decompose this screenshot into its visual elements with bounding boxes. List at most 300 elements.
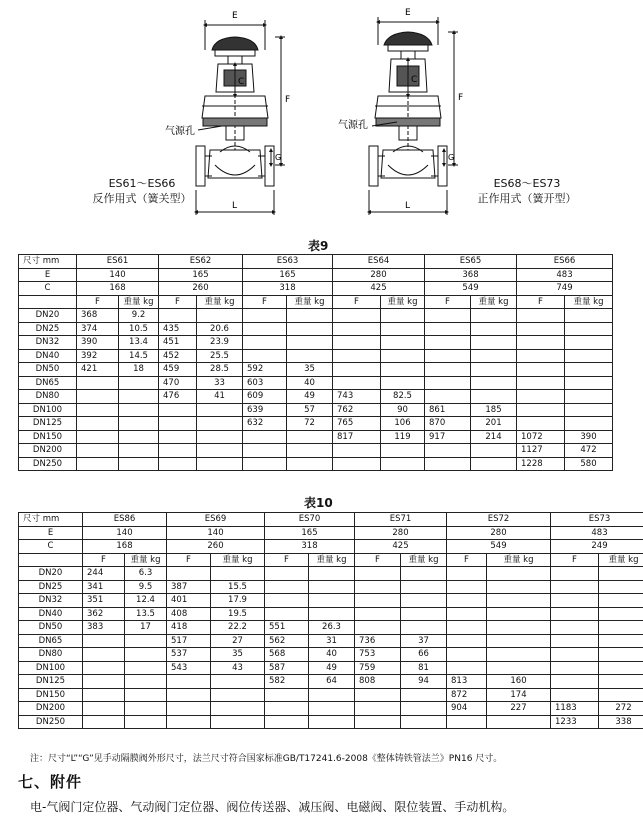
f-value-cell [447,648,487,662]
table10-w-label: 重量 kg [211,553,265,567]
f-value-cell [355,715,401,729]
weight-value-cell [125,648,167,662]
f-value-cell [425,309,471,323]
weight-value-cell [381,309,425,323]
f-value-cell: 753 [355,648,401,662]
dn-size-cell: DN200 [19,444,77,458]
table10-e-row [19,526,643,540]
weight-value-cell: 17.9 [211,594,265,608]
weight-value-cell: 10.5 [119,322,159,336]
table9-c-value: 168 [77,282,159,296]
f-value-cell [83,715,125,729]
f-value-cell: 582 [265,675,309,689]
weight-value-cell [211,715,265,729]
weight-value-cell [211,675,265,689]
table10-e-label: E [19,526,83,540]
dn-size-cell: DN20 [19,309,77,323]
f-value-cell [551,688,599,702]
dn-size-cell: DN100 [19,661,83,675]
f-value-cell [77,417,119,431]
f-value-cell: 341 [83,580,125,594]
right-model-caption [472,176,582,206]
f-value-cell [517,322,565,336]
f-value-cell [83,702,125,716]
table-row [19,363,613,377]
f-value-cell [355,621,401,635]
weight-value-cell [381,376,425,390]
left-dim-e: E [232,11,238,21]
f-value-cell [333,457,381,471]
table9-f-label: F [159,295,197,309]
weight-value-cell: 81 [401,661,447,675]
table10-model: ES69 [167,513,265,527]
f-value-cell: 537 [167,648,211,662]
table9-c-value: 318 [243,282,333,296]
f-value-cell: 351 [83,594,125,608]
weight-value-cell [599,594,643,608]
f-value-cell [355,580,401,594]
weight-value-cell [287,430,333,444]
weight-value-cell [197,444,243,458]
table-row [19,621,643,635]
table9-model: ES66 [517,255,613,269]
f-value-cell [243,457,287,471]
weight-value-cell: 26.3 [309,621,355,635]
weight-value-cell [565,403,613,417]
weight-value-cell [565,349,613,363]
dn-size-cell: DN32 [19,336,77,350]
dn-size-cell: DN150 [19,430,77,444]
weight-value-cell [119,417,159,431]
table10-e-value: 140 [83,526,167,540]
weight-value-cell: 82.5 [381,390,425,404]
weight-value-cell [487,634,551,648]
weight-value-cell [287,309,333,323]
table9-f-label: F [77,295,119,309]
weight-value-cell [471,336,517,350]
table-row [19,309,613,323]
weight-value-cell [211,567,265,581]
footnote: 注：尺寸“L”“G”见手动隔膜阀外形尺寸，法兰尺寸符合国家标准GB/T17241.6-2008《整体铸铁管法兰》PN16 尺寸。 [30,754,503,764]
weight-value-cell: 580 [565,457,613,471]
weight-value-cell: 66 [401,648,447,662]
f-value-cell: 362 [83,607,125,621]
weight-value-cell: 6.3 [125,567,167,581]
left-dim-l: L [232,201,238,211]
f-value-cell: 551 [265,621,309,635]
left-model-range: ES61～ES66 [108,177,176,190]
f-value-cell [77,430,119,444]
weight-value-cell: 15.5 [211,580,265,594]
weight-value-cell [599,634,643,648]
table10-w-label: 重量 kg [599,553,643,567]
table10-f-label: F [447,553,487,567]
f-value-cell [551,567,599,581]
table10 [18,512,643,729]
weight-value-cell: 40 [287,376,333,390]
dn-size-cell: DN250 [19,457,77,471]
weight-value-cell [565,376,613,390]
f-value-cell: 639 [243,403,287,417]
f-value-cell: 408 [167,607,211,621]
f-value-cell [333,322,381,336]
weight-value-cell [471,444,517,458]
weight-value-cell [599,661,643,675]
f-value-cell [265,702,309,716]
table10-c-value: 168 [83,540,167,554]
weight-value-cell [119,457,159,471]
weight-value-cell: 106 [381,417,425,431]
dn-size-cell: DN40 [19,607,83,621]
f-value-cell [77,376,119,390]
weight-value-cell [119,376,159,390]
f-value-cell [243,444,287,458]
weight-value-cell: 160 [487,675,551,689]
weight-value-cell [125,715,167,729]
weight-value-cell [471,363,517,377]
table-row [19,430,613,444]
f-value-cell [517,390,565,404]
table9-header-row [19,255,613,269]
f-value-cell [517,309,565,323]
f-value-cell [447,715,487,729]
weight-value-cell [381,457,425,471]
f-value-cell [83,688,125,702]
table9-model: ES64 [333,255,425,269]
f-value-cell [517,349,565,363]
table10-c-value: 425 [355,540,447,554]
weight-value-cell: 43 [211,661,265,675]
dn-size-cell: DN25 [19,322,77,336]
weight-value-cell [211,702,265,716]
table-row [19,607,643,621]
table10-e-value: 165 [265,526,355,540]
table9-model: ES61 [77,255,159,269]
weight-value-cell [309,580,355,594]
f-value-cell: 435 [159,322,197,336]
table10-size-label: 尺寸 mm [19,513,83,527]
weight-value-cell [565,309,613,323]
table9-w-label: 重量 kg [197,295,243,309]
f-value-cell [77,403,119,417]
weight-value-cell: 14.5 [119,349,159,363]
weight-value-cell [565,322,613,336]
weight-value-cell: 13.4 [119,336,159,350]
table10-e-value: 140 [167,526,265,540]
f-value-cell [425,390,471,404]
right-dim-f: F [458,93,464,103]
table9-w-label: 重量 kg [471,295,517,309]
f-value-cell: 1183 [551,702,599,716]
left-model-caption [92,176,192,206]
dn-size-cell: DN40 [19,349,77,363]
f-value-cell [355,607,401,621]
right-model-desc: 正作用式（簧开型） [477,192,577,205]
table10-model: ES73 [551,513,643,527]
f-value-cell [425,349,471,363]
weight-value-cell: 390 [565,430,613,444]
weight-value-cell: 20.6 [197,322,243,336]
table-row [19,567,643,581]
table9-e-row [19,268,613,282]
f-value-cell: 765 [333,417,381,431]
f-value-cell [551,580,599,594]
f-value-cell [425,363,471,377]
table9-c-value: 549 [425,282,517,296]
f-value-cell: 452 [159,349,197,363]
f-value-cell: 587 [265,661,309,675]
f-value-cell [265,607,309,621]
f-value-cell [447,567,487,581]
weight-value-cell: 119 [381,430,425,444]
table10-c-row [19,540,643,554]
weight-value-cell [487,567,551,581]
f-value-cell: 470 [159,376,197,390]
table10-model: ES70 [265,513,355,527]
f-value-cell [551,675,599,689]
weight-value-cell: 174 [487,688,551,702]
weight-value-cell: 23.9 [197,336,243,350]
f-value-cell [83,675,125,689]
weight-value-cell [565,390,613,404]
table9-model: ES65 [425,255,517,269]
table9-subheader-row [19,295,613,309]
left-dim-f: F [285,95,291,105]
f-value-cell: 808 [355,675,401,689]
f-value-cell [551,661,599,675]
accessories-list: 电-气阀门定位器、气动阀门定位器、阀位传送器、减压阀、电磁阀、限位装置、手动机构。 [30,800,515,814]
weight-value-cell: 9.5 [125,580,167,594]
weight-value-cell [599,675,643,689]
dn-size-cell: DN150 [19,688,83,702]
table9-f-label: F [517,295,565,309]
dn-size-cell: DN80 [19,648,83,662]
table-row [19,457,613,471]
f-value-cell [447,661,487,675]
weight-value-cell [119,403,159,417]
f-value-cell [159,444,197,458]
weight-value-cell: 49 [309,661,355,675]
weight-value-cell [381,349,425,363]
f-value-cell [83,648,125,662]
dn-size-cell: DN80 [19,390,77,404]
weight-value-cell [487,648,551,662]
weight-value-cell [565,417,613,431]
weight-value-cell: 41 [197,390,243,404]
f-value-cell [551,648,599,662]
weight-value-cell [119,390,159,404]
f-value-cell [517,417,565,431]
table9-c-value: 425 [333,282,425,296]
f-value-cell: 1072 [517,430,565,444]
weight-value-cell [487,661,551,675]
weight-value-cell [487,594,551,608]
f-value-cell: 736 [355,634,401,648]
weight-value-cell [565,336,613,350]
f-value-cell [167,688,211,702]
f-value-cell [551,607,599,621]
weight-value-cell: 17 [125,621,167,635]
weight-value-cell: 18 [119,363,159,377]
table10-title: 表10 [304,496,333,510]
table-row [19,336,613,350]
table10-f-label: F [83,553,125,567]
weight-value-cell [471,349,517,363]
f-value-cell: 374 [77,322,119,336]
f-value-cell [333,363,381,377]
weight-value-cell: 214 [471,430,517,444]
f-value-cell [447,634,487,648]
weight-value-cell [471,322,517,336]
table9-c-value: 260 [159,282,243,296]
f-value-cell: 813 [447,675,487,689]
table9-e-value: 140 [77,268,159,282]
f-value-cell [77,390,119,404]
dn-size-cell: DN50 [19,363,77,377]
table10-model: ES72 [447,513,551,527]
table9-w-label: 重量 kg [119,295,159,309]
f-value-cell: 1233 [551,715,599,729]
f-value-cell: 861 [425,403,471,417]
f-value-cell [355,567,401,581]
table10-w-label: 重量 kg [125,553,167,567]
f-value-cell [333,309,381,323]
weight-value-cell [197,403,243,417]
dn-size-cell: DN50 [19,621,83,635]
weight-value-cell: 25.5 [197,349,243,363]
weight-value-cell [401,580,447,594]
table9-w-label: 重量 kg [287,295,333,309]
f-value-cell [517,376,565,390]
weight-value-cell: 272 [599,702,643,716]
weight-value-cell [309,567,355,581]
dn-size-cell: DN65 [19,376,77,390]
weight-value-cell [125,661,167,675]
table10-w-label: 重量 kg [401,553,447,567]
f-value-cell: 632 [243,417,287,431]
f-value-cell [265,580,309,594]
weight-value-cell [401,688,447,702]
weight-value-cell: 12.4 [125,594,167,608]
weight-value-cell [401,567,447,581]
weight-value-cell [599,688,643,702]
table10-w-label: 重量 kg [487,553,551,567]
f-value-cell [167,702,211,716]
f-value-cell: 917 [425,430,471,444]
f-value-cell [265,688,309,702]
weight-value-cell: 227 [487,702,551,716]
weight-value-cell [381,444,425,458]
weight-value-cell [401,702,447,716]
weight-value-cell: 90 [381,403,425,417]
f-value-cell [425,444,471,458]
f-value-cell [333,349,381,363]
right-dim-e: E [405,8,411,18]
weight-value-cell [197,457,243,471]
weight-value-cell: 22.2 [211,621,265,635]
table10-c-label: C [19,540,83,554]
weight-value-cell [471,376,517,390]
weight-value-cell: 40 [309,648,355,662]
f-value-cell [167,567,211,581]
dn-size-cell: DN65 [19,634,83,648]
weight-value-cell [197,430,243,444]
f-value-cell: 904 [447,702,487,716]
table-row [19,648,643,662]
f-value-cell [425,457,471,471]
weight-value-cell [487,621,551,635]
weight-value-cell [287,322,333,336]
f-value-cell [447,594,487,608]
right-dim-c: C [411,75,418,85]
dn-size-cell: DN125 [19,675,83,689]
dn-size-cell: DN125 [19,417,77,431]
table9-e-value: 483 [517,268,613,282]
dn-size-cell: DN20 [19,567,83,581]
weight-value-cell: 35 [211,648,265,662]
table9-e-value: 165 [243,268,333,282]
f-value-cell: 244 [83,567,125,581]
table-row [19,715,643,729]
table10-e-value: 280 [355,526,447,540]
f-value-cell [355,594,401,608]
table10-f-label: F [355,553,401,567]
table9-size-label: 尺寸 mm [19,255,77,269]
weight-value-cell [401,607,447,621]
table9-e-label: E [19,268,77,282]
weight-value-cell [471,390,517,404]
weight-value-cell [471,457,517,471]
f-value-cell: 459 [159,363,197,377]
f-value-cell: 387 [167,580,211,594]
right-valve-drawing [369,17,458,215]
table9-e-value: 165 [159,268,243,282]
table9-f-label: F [425,295,471,309]
f-value-cell: 603 [243,376,287,390]
weight-value-cell [309,702,355,716]
f-value-cell [243,349,287,363]
f-value-cell [243,336,287,350]
weight-value-cell [487,580,551,594]
weight-value-cell [119,430,159,444]
table9-c-row [19,282,613,296]
table-row [19,322,613,336]
weight-value-cell [309,715,355,729]
f-value-cell [551,621,599,635]
weight-value-cell: 94 [401,675,447,689]
table9-e-value: 280 [333,268,425,282]
weight-value-cell [287,457,333,471]
weight-value-cell: 28.5 [197,363,243,377]
f-value-cell [333,444,381,458]
table10-model: ES71 [355,513,447,527]
f-value-cell [243,430,287,444]
table9-model: ES63 [243,255,333,269]
weight-value-cell [401,621,447,635]
weight-value-cell [287,349,333,363]
f-value-cell [517,336,565,350]
f-value-cell: 390 [77,336,119,350]
weight-value-cell [287,336,333,350]
table9-w-label: 重量 kg [565,295,613,309]
table-row [19,688,643,702]
f-value-cell [447,580,487,594]
weight-value-cell: 27 [211,634,265,648]
table-row [19,675,643,689]
f-value-cell: 476 [159,390,197,404]
weight-value-cell: 64 [309,675,355,689]
f-value-cell [425,322,471,336]
